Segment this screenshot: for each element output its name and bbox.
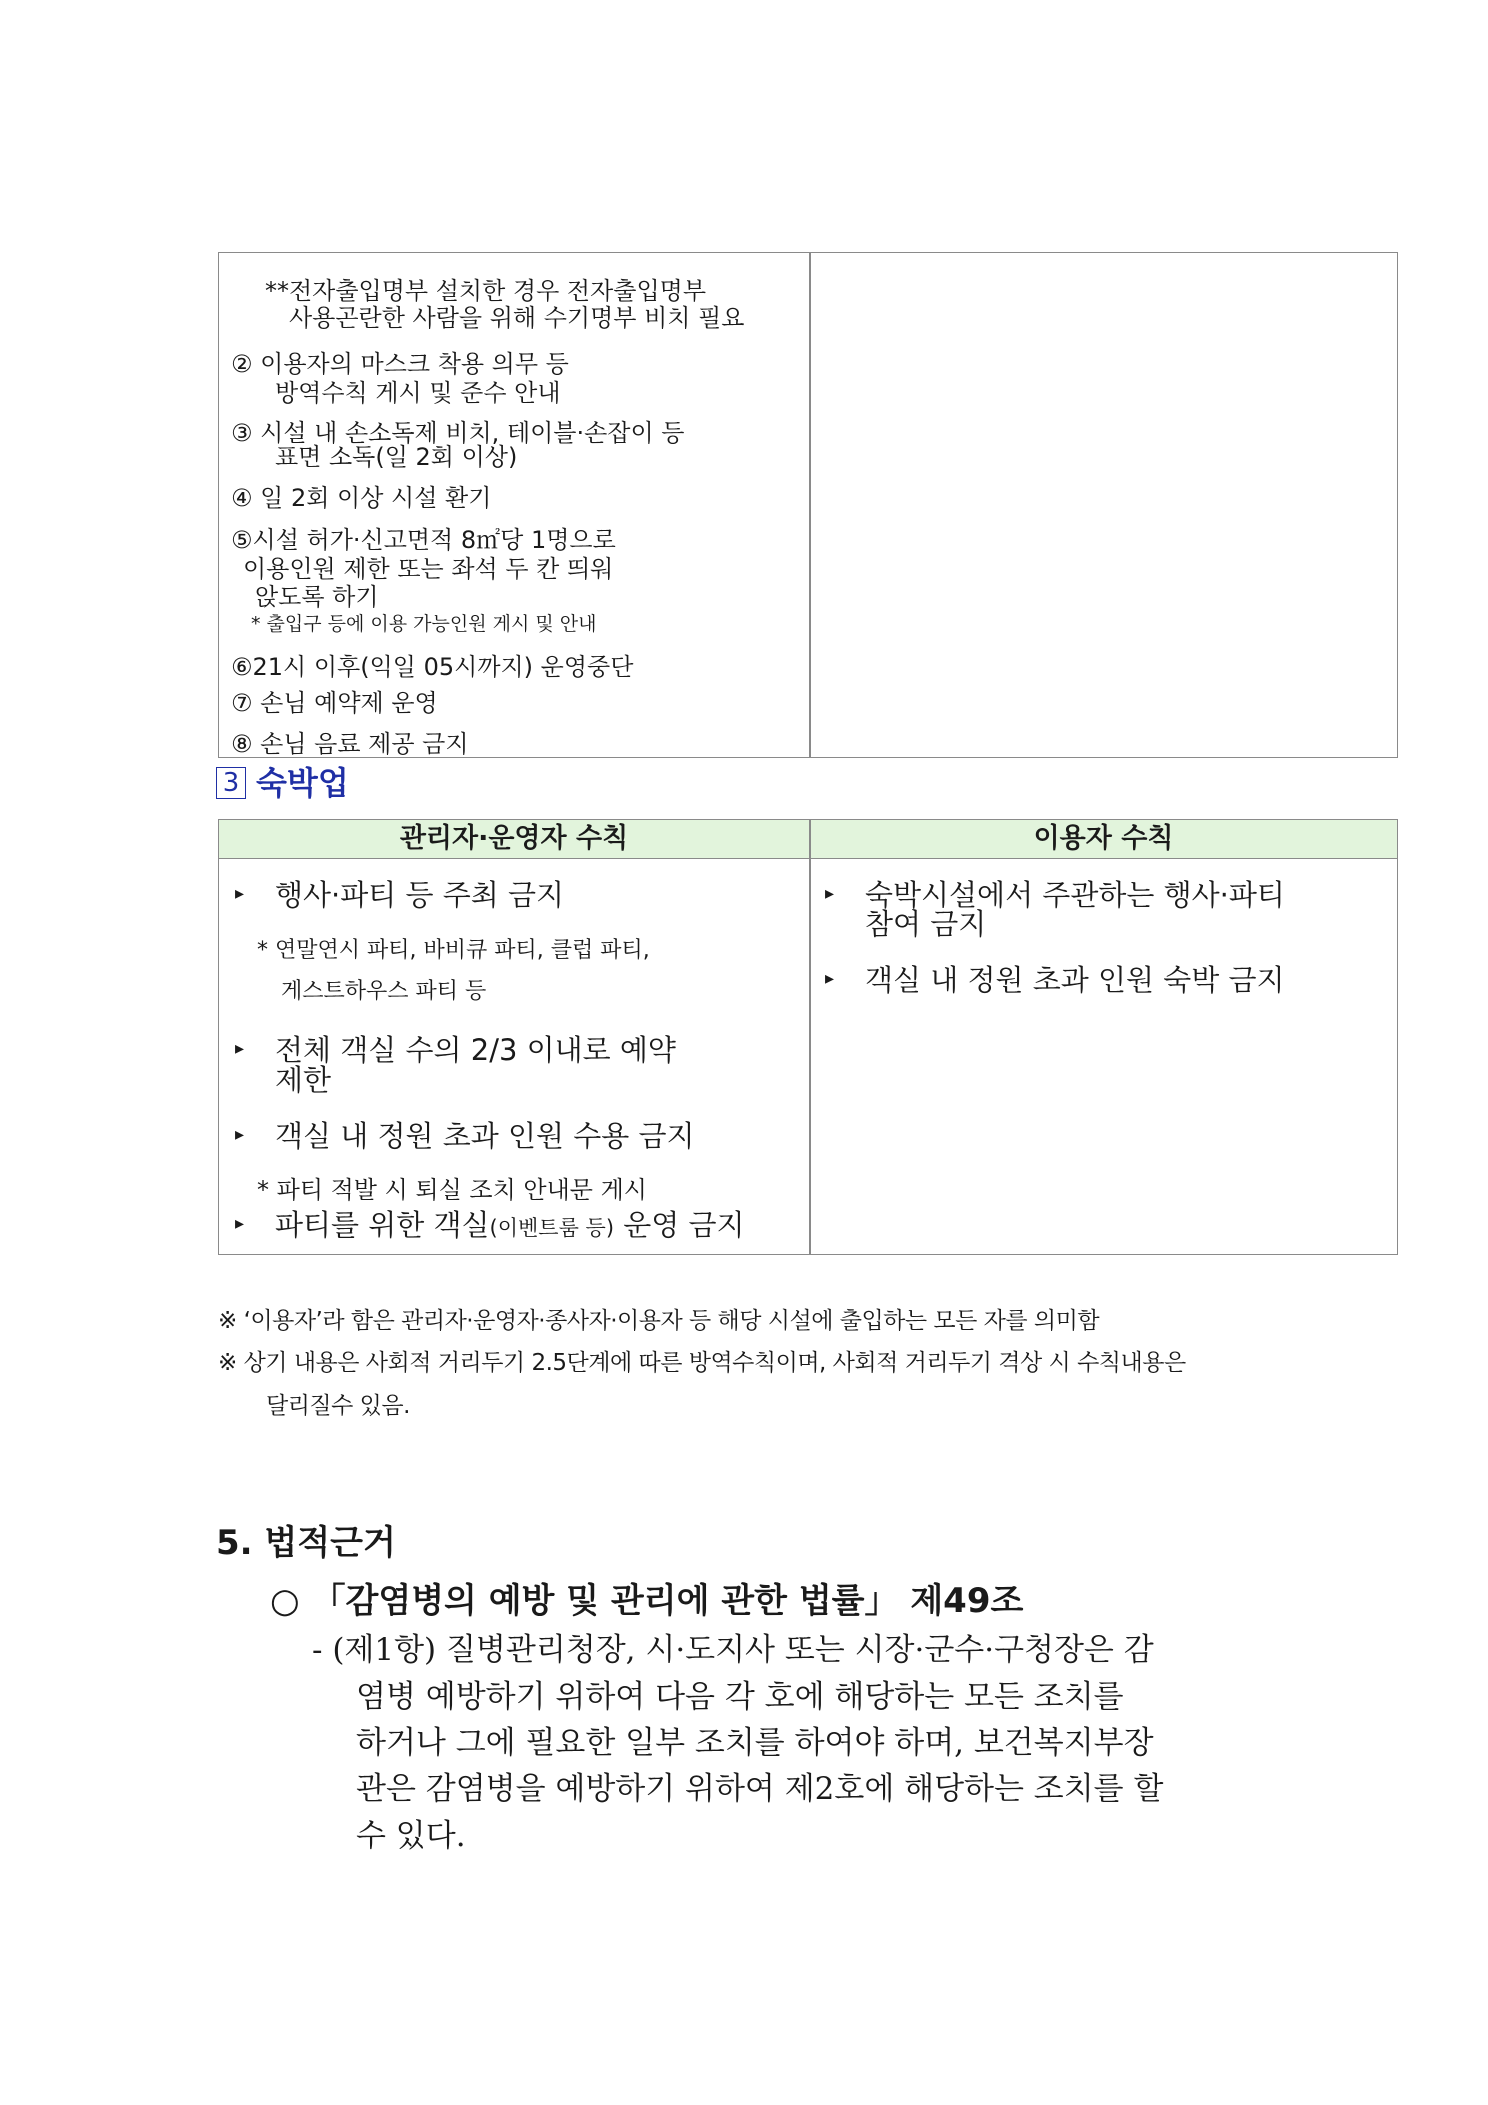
section-number-box: 3: [216, 767, 246, 799]
note-distancing-level: ※ 상기 내용은 사회적 거리두기 2.5단계에 따른 방역수칙이며, 사회적 거리두기 격상 시 수칙내용은: [218, 1350, 1186, 1376]
rule-5-note: * 출입구 등에 이용 가능인원 게시 및 안내: [251, 613, 597, 635]
manager-rule-2-line2: 제한: [275, 1063, 332, 1097]
rule-2-line2: 방역수칙 게시 및 준수 안내: [275, 379, 561, 407]
rule-6: ⑥21시 이후(익일 05시까지) 운영중단: [231, 653, 634, 681]
column-divider: [809, 253, 811, 757]
column-divider: [809, 820, 811, 1254]
rule-7: ⑦ 손님 예약제 운영: [231, 689, 438, 717]
rule-4: ④ 일 2회 이상 시설 환기: [231, 484, 492, 512]
rule-5-line3: 앉도록 하기: [255, 583, 379, 611]
rule-2-line1: ② 이용자의 마스크 착용 의무 등: [231, 350, 569, 378]
rule-8: ⑧ 손님 음료 제공 금지: [231, 730, 469, 758]
bullet-icon: ▸: [235, 1124, 245, 1145]
rule-3-line1: ③ 시설 내 손소독제 비치, 테이블·손잡이 등: [231, 419, 685, 447]
law-paragraph-line2: 염병 예방하기 위하여 다음 각 호에 해당하는 모든 조치를: [356, 1679, 1124, 1715]
bullet-icon: ▸: [235, 1038, 245, 1059]
law-paragraph-line4: 관은 감염병을 예방하기 위하여 제2호에 해당하는 조치를 할: [356, 1771, 1164, 1807]
rule-5-line1: ⑤시설 허가·신고면적 8㎡당 1명으로: [231, 526, 616, 554]
user-rule-1-line1: 숙박시설에서 주관하는 행사·파티: [865, 878, 1285, 912]
law-paragraph-line5: 수 있다.: [356, 1818, 466, 1854]
note-user-definition: ※ ‘이용자’라 함은 관리자·운영자·종사자·이용자 등 해당 시설에 출입하는 모든 자를 의미함: [218, 1308, 1100, 1334]
manager-rule-4-part2: (이벤트룸 등): [489, 1216, 615, 1240]
e-entry-log-note-line2: 사용곤란한 사람을 위해 수기명부 비치 필요: [289, 304, 745, 332]
manager-rule-1-note-line2: 게스트하우스 파티 등: [281, 979, 487, 1004]
rule-5-line2: 이용인원 제한 또는 좌석 두 칸 띄워: [243, 555, 614, 583]
user-rule-1-line2: 참여 금지: [865, 907, 987, 941]
table-header-row: [219, 820, 1397, 859]
note-distancing-level-cont: 달리질수 있음.: [266, 1393, 410, 1419]
rule-3-line2: 표면 소독(일 2회 이상): [275, 443, 518, 471]
section-5-heading: 5. 법적근거: [216, 1523, 396, 1563]
lodging-rules-table: [218, 819, 1398, 1255]
bullet-icon: ▸: [825, 968, 835, 989]
header-user-rules: 이용자 수칙: [1033, 823, 1174, 854]
manager-rule-3-note: * 파티 적발 시 퇴실 조치 안내문 게시: [257, 1176, 647, 1204]
manager-rule-4-part3: 운영 금지: [614, 1208, 745, 1242]
manager-rule-1-note-line1: * 연말연시 파티, 바비큐 파티, 클럽 파티,: [257, 938, 650, 963]
header-manager-rules: 관리자·운영자 수칙: [399, 823, 629, 854]
section-3-label: 숙박업: [256, 764, 349, 802]
quarantine-rules-table-continued: [218, 252, 1398, 758]
user-rule-2: 객실 내 정원 초과 인원 숙박 금지: [865, 963, 1285, 997]
bullet-icon: ▸: [825, 883, 835, 904]
manager-rule-2-line1: 전체 객실 수의 2/3 이내로 예약: [275, 1033, 676, 1067]
bullet-icon: ▸: [235, 883, 245, 904]
bullet-icon: ▸: [235, 1213, 245, 1234]
law-title: ○ 「감염병의 예방 및 관리에 관한 법률」 제49조: [270, 1581, 1024, 1621]
manager-rule-4: [275, 1203, 745, 1244]
manager-rule-4-part1: 파티를 위한 객실: [275, 1208, 490, 1242]
e-entry-log-note-line1: **전자출입명부 설치한 경우 전자출입명부: [265, 277, 707, 305]
law-paragraph-line1: - (제1항) 질병관리청장, 시·도지사 또는 시장·군수·구청장은 감: [312, 1632, 1154, 1668]
law-paragraph-line3: 하거나 그에 필요한 일부 조치를 하여야 하며, 보건복지부장: [356, 1725, 1154, 1761]
manager-rule-1: 행사·파티 등 주최 금지: [275, 878, 564, 912]
manager-rule-3: 객실 내 정원 초과 인원 수용 금지: [275, 1119, 695, 1153]
section-3-title: [216, 758, 349, 804]
